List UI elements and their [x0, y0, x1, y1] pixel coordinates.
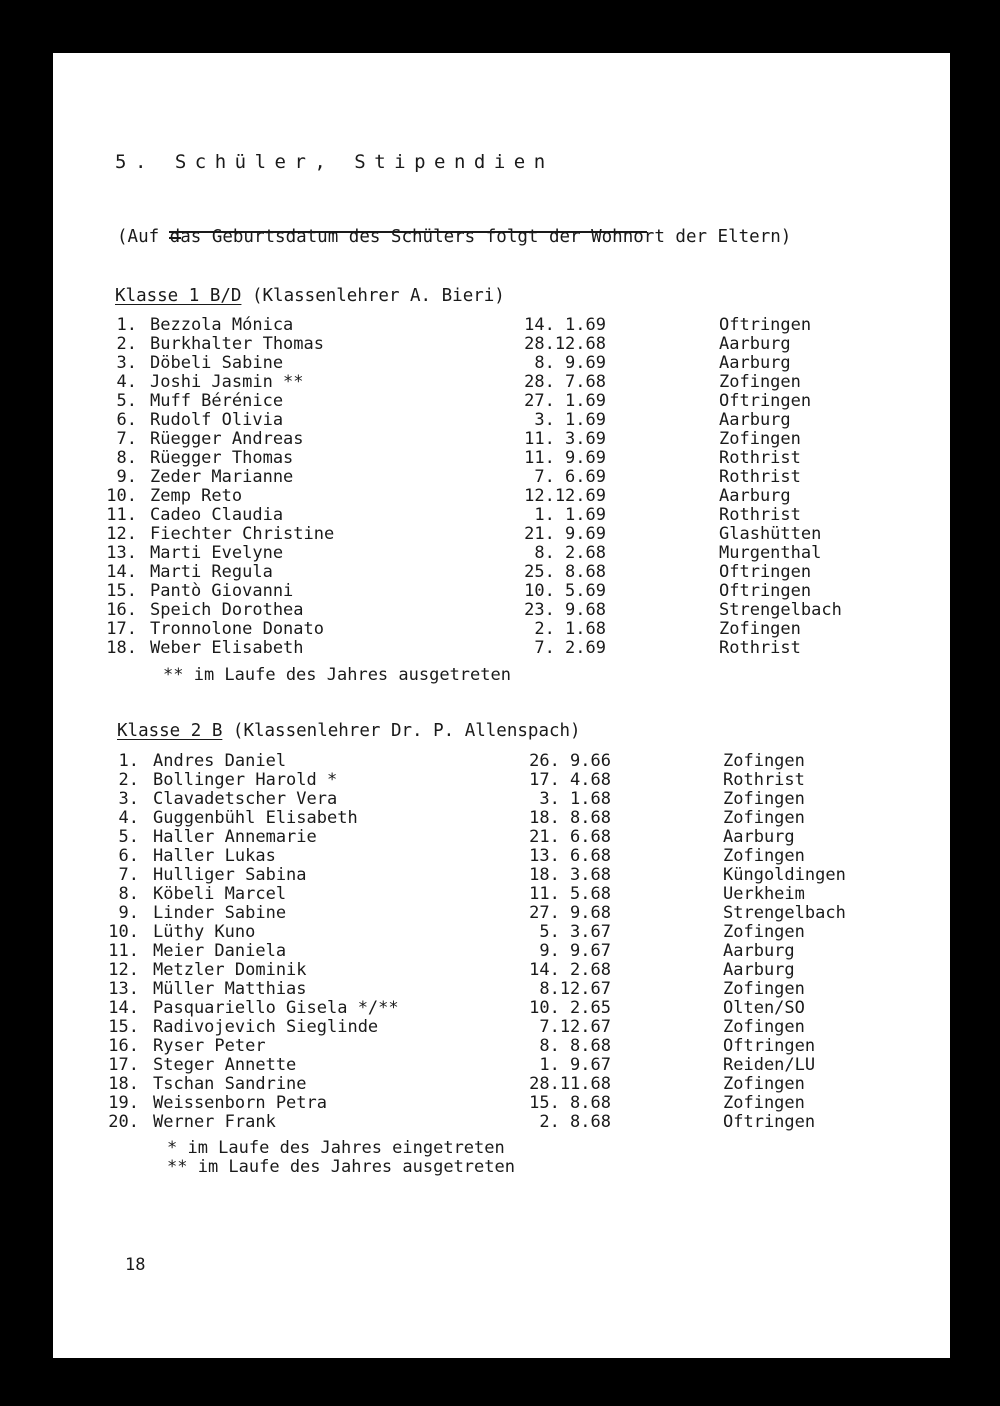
student-residence: Zofingen [723, 751, 805, 771]
student-birthdate: 12.12.69 [524, 486, 606, 506]
student-name: Rüegger Thomas [150, 448, 294, 468]
student-birthdate: 27. 1.69 [524, 391, 606, 411]
student-number: 12. [106, 524, 137, 544]
student-residence: Zofingen [723, 846, 805, 866]
student-number: 8. [118, 884, 139, 904]
student-row [53, 790, 950, 809]
class-1-teacher: (Klassenlehrer A. Bieri) [251, 286, 505, 306]
student-number: 8. [116, 448, 137, 468]
student-row [53, 620, 950, 639]
student-residence: Strengelbach [719, 600, 842, 620]
student-name: Werner Frank [153, 1112, 276, 1132]
student-row [53, 809, 950, 828]
student-number: 6. [116, 410, 137, 430]
student-number: 14. [106, 562, 137, 582]
student-name: Meier Daniela [153, 941, 287, 961]
student-birthdate: 2. 8.68 [539, 1112, 611, 1132]
student-row [53, 942, 950, 961]
class-2-teacher: (Klassenlehrer Dr. P. Allenspach) [232, 721, 581, 741]
student-number: 11. [108, 941, 139, 961]
student-number: 13. [108, 979, 139, 999]
student-number: 13. [106, 543, 137, 563]
student-name: Pantò Giovanni [150, 581, 294, 601]
student-name: Weissenborn Petra [153, 1093, 327, 1113]
student-birthdate: 1. 9.67 [539, 1055, 611, 1075]
student-name: Bollinger Harold * [153, 770, 338, 790]
student-residence: Rothrist [719, 467, 801, 487]
student-residence: Zofingen [723, 1093, 805, 1113]
student-row [53, 639, 950, 658]
student-residence: Glashütten [719, 524, 822, 544]
student-row [53, 525, 950, 544]
student-birthdate: 11. 5.68 [529, 884, 611, 904]
student-birthdate: 8. 2.68 [534, 543, 606, 563]
student-number: 18. [108, 1074, 139, 1094]
student-residence: Zofingen [719, 429, 801, 449]
student-name: Tschan Sandrine [153, 1074, 307, 1094]
student-name: Rüegger Andreas [150, 429, 304, 449]
student-birthdate: 13. 6.68 [529, 846, 611, 866]
student-residence: Oftringen [719, 391, 812, 411]
student-birthdate: 5. 3.67 [539, 922, 611, 942]
student-row [53, 980, 950, 999]
student-name: Zemp Reto [150, 486, 243, 506]
student-residence: Rothrist [719, 505, 801, 525]
student-name: Müller Matthias [153, 979, 307, 999]
student-residence: Aarburg [719, 410, 791, 430]
student-birthdate: 8. 9.69 [534, 353, 606, 373]
student-number: 17. [106, 619, 137, 639]
student-name: Andres Daniel [153, 751, 287, 771]
student-birthdate: 7.12.67 [539, 1017, 611, 1037]
student-row [53, 544, 950, 563]
student-number: 18. [106, 638, 137, 658]
student-residence: Aarburg [723, 960, 795, 980]
student-birthdate: 28. 7.68 [524, 372, 606, 392]
student-birthdate: 7. 6.69 [534, 467, 606, 487]
student-residence: Oftringen [719, 315, 812, 335]
class-2-label: Klasse 2 B [117, 721, 223, 741]
student-name: Zeder Marianne [150, 467, 294, 487]
student-residence: Olten/SO [723, 998, 805, 1018]
student-name: Lüthy Kuno [153, 922, 256, 942]
student-residence: Küngoldingen [723, 865, 846, 885]
student-birthdate: 17. 4.68 [529, 770, 611, 790]
student-birthdate: 27. 9.68 [529, 903, 611, 923]
class-2-footnote-2: ** im Laufe des Jahres ausgetreten [167, 1157, 515, 1177]
student-row [53, 1037, 950, 1056]
student-number: 4. [118, 808, 139, 828]
student-number: 7. [118, 865, 139, 885]
student-name: Haller Lukas [153, 846, 276, 866]
student-name: Pasquariello Gisela */** [153, 998, 399, 1018]
student-number: 4. [116, 372, 137, 392]
student-name: Haller Annemarie [153, 827, 317, 847]
student-number: 9. [116, 467, 137, 487]
student-birthdate: 25. 8.68 [524, 562, 606, 582]
student-birthdate: 11. 3.69 [524, 429, 606, 449]
student-name: Muff Bérénice [150, 391, 284, 411]
student-row [53, 1056, 950, 1075]
student-residence: Zofingen [719, 372, 801, 392]
student-number: 7. [116, 429, 137, 449]
student-number: 1. [116, 315, 137, 335]
student-birthdate: 7. 2.69 [534, 638, 606, 658]
student-birthdate: 14. 1.69 [524, 315, 606, 335]
student-row [53, 487, 950, 506]
student-row [53, 999, 950, 1018]
student-number: 3. [116, 353, 137, 373]
student-birthdate: 2. 1.68 [534, 619, 606, 639]
student-residence: Zofingen [723, 979, 805, 999]
student-birthdate: 10. 5.69 [524, 581, 606, 601]
student-birthdate: 11. 9.69 [524, 448, 606, 468]
student-name: Rudolf Olivia [150, 410, 284, 430]
student-number: 17. [108, 1055, 139, 1075]
student-birthdate: 1. 1.69 [534, 505, 606, 525]
student-row [53, 354, 950, 373]
student-number: 19. [108, 1093, 139, 1113]
student-number: 2. [118, 770, 139, 790]
student-name: Fiechter Christine [150, 524, 335, 544]
student-name: Marti Evelyne [150, 543, 284, 563]
student-birthdate: 3. 1.68 [539, 789, 611, 809]
student-name: Weber Elisabeth [150, 638, 304, 658]
student-birthdate: 15. 8.68 [529, 1093, 611, 1113]
student-name: Cadeo Claudia [150, 505, 284, 525]
student-row [53, 923, 950, 942]
student-number: 6. [118, 846, 139, 866]
student-residence: Rothrist [719, 638, 801, 658]
student-name: Steger Annette [153, 1055, 297, 1075]
intro-note: (Auf das Geburtsdatum des Schülers folgt der Wohnort der Eltern) [117, 227, 792, 247]
student-residence: Aarburg [719, 334, 791, 354]
student-number: 14. [108, 998, 139, 1018]
student-number: 5. [118, 827, 139, 847]
student-name: Clavadetscher Vera [153, 789, 338, 809]
section-heading: 5. Schüler, Stipendien [115, 151, 554, 173]
student-number: 15. [106, 581, 137, 601]
student-residence: Aarburg [723, 941, 795, 961]
student-row [53, 506, 950, 525]
student-number: 3. [118, 789, 139, 809]
student-number: 10. [108, 922, 139, 942]
student-residence: Murgenthal [719, 543, 822, 563]
student-number: 2. [116, 334, 137, 354]
student-row [53, 335, 950, 354]
student-row [53, 601, 950, 620]
student-name: Speich Dorothea [150, 600, 304, 620]
class-2-footnote-1: * im Laufe des Jahres eingetreten [167, 1138, 505, 1158]
student-name: Marti Regula [150, 562, 273, 582]
student-row [53, 1113, 950, 1132]
student-name: Guggenbühl Elisabeth [153, 808, 358, 828]
student-birthdate: 8. 8.68 [539, 1036, 611, 1056]
student-row [53, 392, 950, 411]
student-residence: Uerkheim [723, 884, 805, 904]
student-residence: Oftringen [723, 1112, 816, 1132]
student-number: 15. [108, 1017, 139, 1037]
student-number: 5. [116, 391, 137, 411]
student-name: Joshi Jasmin ** [150, 372, 304, 392]
student-row [53, 752, 950, 771]
student-row [53, 563, 950, 582]
student-name: Döbeli Sabine [150, 353, 284, 373]
student-residence: Reiden/LU [723, 1055, 816, 1075]
student-residence: Aarburg [723, 827, 795, 847]
student-birthdate: 9. 9.67 [539, 941, 611, 961]
student-residence: Aarburg [719, 486, 791, 506]
student-name: Linder Sabine [153, 903, 287, 923]
student-name: Metzler Dominik [153, 960, 307, 980]
student-row [53, 411, 950, 430]
student-birthdate: 18. 3.68 [529, 865, 611, 885]
student-row [53, 373, 950, 392]
student-row [53, 866, 950, 885]
student-number: 16. [106, 600, 137, 620]
student-residence: Zofingen [723, 808, 805, 828]
class-1-label: Klasse 1 B/D [115, 286, 242, 306]
student-birthdate: 23. 9.68 [524, 600, 606, 620]
student-name: Burkhalter Thomas [150, 334, 324, 354]
student-residence: Aarburg [719, 353, 791, 373]
student-row [53, 828, 950, 847]
student-birthdate: 21. 9.69 [524, 524, 606, 544]
student-residence: Oftringen [723, 1036, 816, 1056]
class-1-title [115, 286, 505, 306]
student-name: Hulliger Sabina [153, 865, 307, 885]
student-row [53, 430, 950, 449]
student-number: 1. [118, 751, 139, 771]
student-birthdate: 28.12.68 [524, 334, 606, 354]
student-residence: Zofingen [723, 1017, 805, 1037]
student-number: 16. [108, 1036, 139, 1056]
student-row [53, 1075, 950, 1094]
student-residence: Strengelbach [723, 903, 846, 923]
student-name: Bezzola Mónica [150, 315, 294, 335]
student-birthdate: 8.12.67 [539, 979, 611, 999]
student-row [53, 1094, 950, 1113]
student-residence: Rothrist [719, 448, 801, 468]
student-birthdate: 21. 6.68 [529, 827, 611, 847]
student-birthdate: 10. 2.65 [529, 998, 611, 1018]
student-residence: Oftringen [719, 562, 812, 582]
student-number: 20. [108, 1112, 139, 1132]
page-number: 18 [125, 1255, 146, 1275]
student-residence: Zofingen [723, 789, 805, 809]
student-row [53, 468, 950, 487]
student-row [53, 847, 950, 866]
student-row [53, 1018, 950, 1037]
student-row [53, 904, 950, 923]
student-birthdate: 28.11.68 [529, 1074, 611, 1094]
student-residence: Rothrist [723, 770, 805, 790]
student-name: Köbeli Marcel [153, 884, 287, 904]
document-page [53, 53, 950, 1358]
student-row [53, 961, 950, 980]
student-residence: Zofingen [723, 922, 805, 942]
student-number: 9. [118, 903, 139, 923]
student-birthdate: 14. 2.68 [529, 960, 611, 980]
student-residence: Zofingen [719, 619, 801, 639]
class-2-title [117, 721, 581, 741]
student-name: Ryser Peter [153, 1036, 266, 1056]
student-row [53, 449, 950, 468]
student-row [53, 771, 950, 790]
student-number: 11. [106, 505, 137, 525]
student-name: Radivojevich Sieglinde [153, 1017, 379, 1037]
class-1-footnote: ** im Laufe des Jahres ausgetreten [163, 665, 511, 685]
student-birthdate: 26. 9.66 [529, 751, 611, 771]
student-row [53, 316, 950, 335]
student-residence: Oftringen [719, 581, 812, 601]
student-residence: Zofingen [723, 1074, 805, 1094]
student-row [53, 582, 950, 601]
student-birthdate: 3. 1.69 [534, 410, 606, 430]
student-row [53, 885, 950, 904]
student-number: 12. [108, 960, 139, 980]
student-name: Tronnolone Donato [150, 619, 324, 639]
student-birthdate: 18. 8.68 [529, 808, 611, 828]
student-number: 10. [106, 486, 137, 506]
